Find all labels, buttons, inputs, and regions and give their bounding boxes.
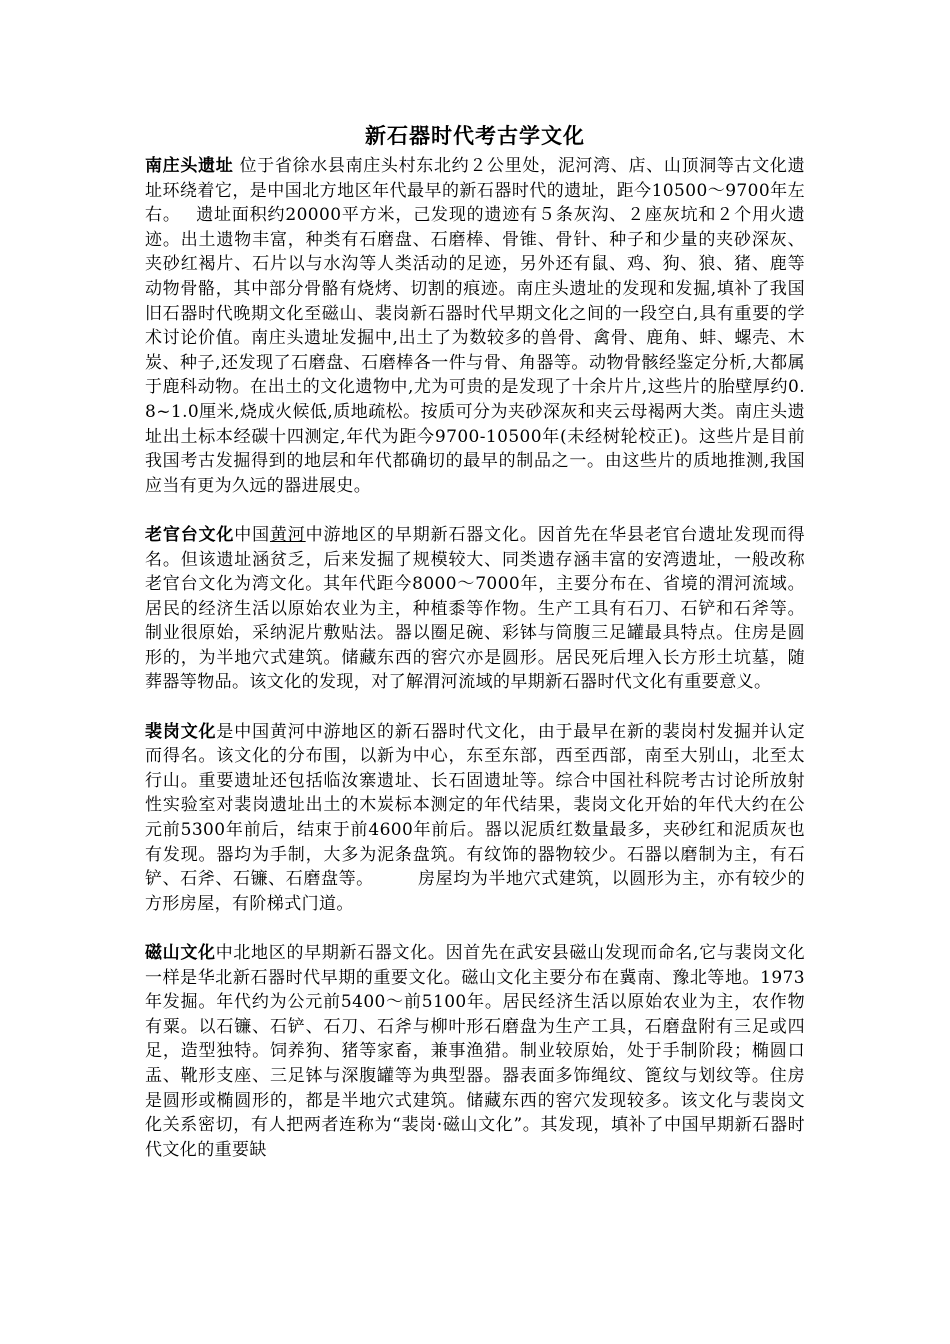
section-term: 裴岗文化	[145, 721, 217, 742]
section-body: 位于省徐水县南庄头村东北约２公里处，泥河湾、店、山顶洞等古文化遗址环绕着它，是中国北方地区年代最早的新石器时代的遗址，距今10500～9700年左右。 遗址面积约20000平方米，己发现的遗迹有５条灰沟、２座灰坑和２个用火遗迹。出土遗物丰富，种类有石磨盘、石磨棒、骨锥、骨针、种子和少量的夹砂深灰、夹砂红褐片、石片以与水沟等人类活动的足迹，另外还有鼠、鸡、狗、狼、猪、鹿等动物骨骼，其中部分骨骼有烧烤、切割的痕迹。南庄头遗址的发现和发掘,填补了我国旧石器时代晚期文化至磁山、裴岗新石器时代早期文化之间的一段空白,具有重要的学术讨论价值。南庄头遗址发掘中,出土了为数较多的兽骨、禽骨、鹿角、蚌、螺壳、木炭、种子,还发现了石磨盘、石磨棒各一件与骨、角器等。动物骨骸经鉴定分析,大都属于鹿科动物。在出土的文化遗物中,尤为可贵的是发现了十余片片,这些片的胎壁厚约0.8~1.0厘米,烧成火候低,质地疏松。按质可分为夹砂深灰和夹云母褐两大类。南庄头遗址出土标本经碳十四测定,年代为距今9700-10500年(未经树轮校正)。这些片是目前我国考古发掘得到的地层和年代都确切的最早的制品之一。由这些片的质地推测,我国应当有更为久远的器进展史。	[145, 156, 805, 496]
section-laoguantai	[145, 523, 805, 695]
section-body-prefix: 中国	[234, 524, 270, 545]
section-term: 老官台文化	[145, 524, 235, 545]
section-peiligang	[145, 720, 805, 917]
section-cishan	[145, 941, 805, 1162]
document-page	[145, 118, 805, 1162]
section-term: 磁山文化	[145, 943, 216, 963]
section-body: 是中国黄河中游地区的新石器时代文化，由于最早在新的裴岗村发掘并认定而得名。该文化的分布围，以新为中心，东至东部，西至西部，南至大别山，北至太行山。重要遗址还包括临汝寨遗址、长石固遗址等。综合中国社科院考古讨论所放射性实验室对裴岗遗址出土的木炭标本测定的年代结果，裴岗文化开始的年代大约在公元前5300年前后，结束于前4600年前后。器以泥质红数量最多，夹砂红和泥质灰也有发现。器均为手制，大多为泥条盘筑。有纹饰的器物较少。石器以磨制为主，有石铲、石斧、石镰、石磨盘等。 房屋均为半地穴式建筑，以圆形为主，亦有较少的方形房屋，有阶梯式门道。	[145, 721, 805, 914]
underlined-term: 黄河	[269, 524, 306, 545]
document-title: 新石器时代考古学文化	[365, 123, 585, 148]
section-term: 南庄头遗址	[145, 156, 234, 176]
section-body: 中北地区的早期新石器文化。因首先在武安县磁山发现而命名,它与裴岗文化一样是华北新石器时代早期的重要文化。磁山文化主要分布在冀南、豫北等地。1973年发掘。年代约为公元前5400～前5100年。居民经济生活以原始农业为主，农作物有粟。以石镰、石铲、石刀、石斧与柳叶形石磨盘为生产工具，石磨盘附有三足或四足，造型独特。饲养狗、猪等家畜，兼事渔猎。制业较原始，处于手制阶段；椭圆口盂、靴形支座、三足钵与深腹罐等为典型器。器表面多饰绳纹、篦纹与划纹等。住房是圆形或椭圆形的，都是半地穴式建筑。储藏东西的窖穴发现较多。该文化与裴岗文化关系密切，有人把两者连称为“裴岗·磁山文化”。其发现，填补了中国早期新石器时代文化的重要缺	[145, 943, 805, 1160]
section-nanzhuangtou	[145, 154, 805, 498]
section-body: 中游地区的早期新石器文化。因首先在华县老官台遗址发现而得名。但该遗址涵贫乏，后来发掘了规模较大、同类遗存涵丰富的安湾遗址，一般改称老官台文化为湾文化。其年代距今8000～7000年，主要分布在、省境的渭河流域。居民的经济生活以原始农业为主，种植黍等作物。生产工具有石刀、石铲和石斧等。制业很原始，采纳泥片敷贴法。器以圈足碗、彩钵与筒腹三足罐最具特点。住房是圆形的，为半地穴式建筑。储藏东西的窖穴亦是圆形。居民死后埋入长方形土坑墓，随葬器等物品。该文化的发现，对了解渭河流域的早期新石器时代文化有重要意义。	[145, 524, 805, 693]
